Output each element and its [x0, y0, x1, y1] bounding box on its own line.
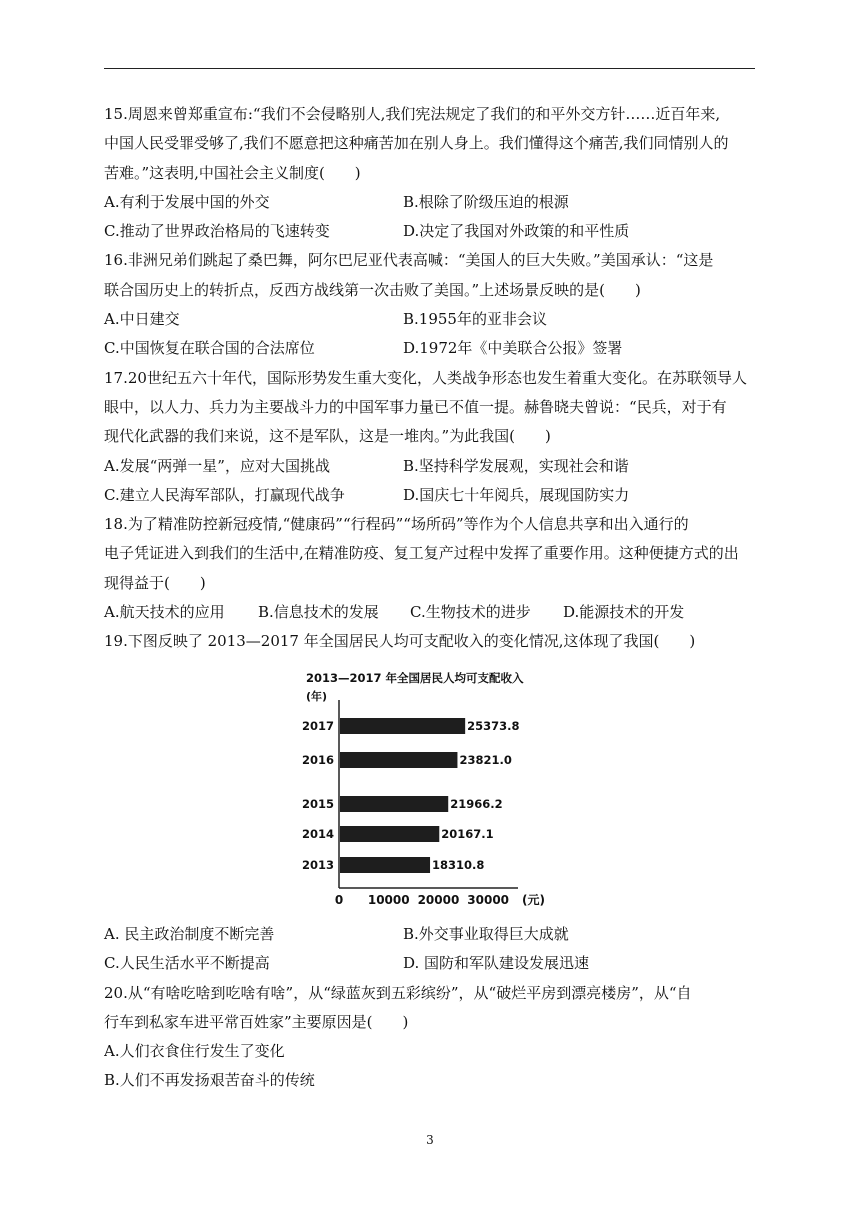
income-bar-chart: [296, 664, 546, 914]
x-tick-label: 30000: [467, 893, 510, 907]
x-tick-label: 10000: [367, 893, 410, 907]
option-c: C.中国恢复在联合国的合法席位: [104, 339, 315, 358]
question-18: [104, 510, 756, 627]
bar-2013: [340, 857, 430, 873]
option-b: B.外交事业取得巨大成就: [403, 925, 569, 943]
option-d: D.能源技术的开发: [563, 603, 685, 622]
x-tick-label: 20000: [417, 893, 460, 907]
option-c: C.生物技术的进步: [410, 603, 531, 622]
option-b: B.信息技术的发展: [258, 603, 379, 622]
bar-2016: [340, 752, 457, 768]
option-d: D.决定了我国对外政策的和平性质: [403, 222, 630, 241]
option-b: B.人们不再发扬艰苦奋斗的传统: [104, 1071, 315, 1090]
questions-upper: [104, 100, 756, 657]
category-label: 2016: [301, 753, 334, 767]
option-a: A.中日建交: [104, 310, 180, 329]
option-a: A. 民主政治制度不断完善: [104, 925, 275, 943]
option-b: B.坚持科学发展观，实现社会和谐: [403, 456, 629, 475]
category-label: 2017: [301, 719, 334, 733]
y-axis-label: (年): [306, 690, 328, 703]
question-text-line: 中国人民受罪受够了,我们不愿意把这种痛苦加在别人身上。我们懂得这个痛苦,我们同情别人的: [104, 134, 729, 153]
question-text-line: 15.周恩来曾郑重宣布:“我们不会侵略别人,我们宪法规定了我们的和平外交方针……近百年来,: [104, 105, 721, 123]
category-label: 2013: [301, 858, 334, 872]
option-c: C.建立人民海军部队，打赢现代战争: [104, 485, 345, 504]
question-20: [104, 979, 756, 1096]
category-label: 2015: [301, 797, 334, 811]
question-text-line: 眼中，以人力、兵力为主要战斗力的中国军事力量已不值一提。赫鲁晓夫曾说：“民兵，对于有: [104, 397, 727, 416]
bar-2015: [340, 796, 448, 812]
option-c: C.人民生活水平不断提高: [104, 954, 270, 973]
question-17: [104, 364, 756, 510]
question-text-line: 行车到私家车进平常百姓家”主要原因是( ): [104, 1012, 409, 1031]
bar-2017: [340, 718, 465, 734]
x-tick-label: 0: [334, 893, 344, 907]
question-text-line: 联合国历史上的转折点，反西方战线第一次击败了美国。”上述场景反映的是( ): [104, 280, 641, 299]
header-rule: [104, 68, 755, 69]
question-19: [104, 627, 756, 656]
value-label-2013: 18310.8: [432, 858, 485, 872]
option-c: C.推动了世界政治格局的飞速转变: [104, 222, 330, 241]
question-text-line: 苦难。”这表明,中国社会主义制度( ): [104, 163, 361, 182]
value-label-2014: 20167.1: [441, 827, 494, 841]
question-text-line: 电子凭证进入到我们的生活中,在精准防疫、复工复产过程中发挥了重要作用。这种便捷方式的出: [104, 544, 739, 563]
question-text-line: 18.为了精准防控新冠疫情,“健康码”“行程码”“场所码”等作为个人信息共享和出入通行的: [104, 515, 689, 534]
option-d: D.国庆七十年阅兵，展现国防实力: [403, 485, 630, 504]
x-axis-label: (元): [522, 893, 545, 907]
option-a: A.航天技术的应用: [104, 603, 225, 622]
option-b: B.1955年的亚非会议: [403, 310, 547, 329]
question-text-line: 现代化武器的我们来说，这不是军队，这是一堆肉。”为此我国( ): [104, 427, 551, 446]
question-text-line: 17.20世纪五六十年代，国际形势发生重大变化，人类战争形态也发生着重大变化。在苏联领导人: [104, 368, 747, 387]
bar-2014: [340, 826, 439, 842]
page-number: 3: [426, 1133, 434, 1147]
question-15: [104, 100, 756, 246]
question-text-line: 20.从“有啥吃啥到吃啥有啥”，从“绿蓝灰到五彩缤纷”，从“破烂平房到漂亮楼房”，从“自: [104, 983, 692, 1002]
question-text-line: 16.非洲兄弟们跳起了桑巴舞，阿尔巴尼亚代表高喊：“美国人的巨大失败。”美国承认：“这是: [104, 251, 714, 270]
value-label-2016: 23821.0: [459, 753, 512, 767]
question-16: [104, 246, 756, 363]
value-label-2015: 21966.2: [450, 797, 503, 811]
option-a: A.人们衣食住行发生了变化: [104, 1042, 285, 1061]
question-text-line: 现得益于( ): [104, 573, 206, 592]
questions-lower: [104, 920, 756, 1096]
value-label-2017: 25373.8: [467, 719, 520, 733]
chart-title: 2013—2017 年全国居民人均可支配收入: [306, 671, 524, 685]
option-a: A.发展“两弹一星”，应对大国挑战: [104, 456, 330, 475]
option-b: B.根除了阶级压迫的根源: [403, 192, 569, 211]
category-label: 2014: [301, 827, 334, 841]
option-d: D.1972年《中美联合公报》签署: [403, 339, 623, 358]
option-a: A.有利于发展中国的外交: [104, 192, 270, 211]
question-text-line: 19.下图反映了 2013—2017 年全国居民人均可支配收入的变化情况,这体现了我国( ): [104, 632, 696, 651]
income-chart: [296, 664, 546, 914]
option-d: D. 国防和军队建设发展迅速: [403, 954, 590, 973]
